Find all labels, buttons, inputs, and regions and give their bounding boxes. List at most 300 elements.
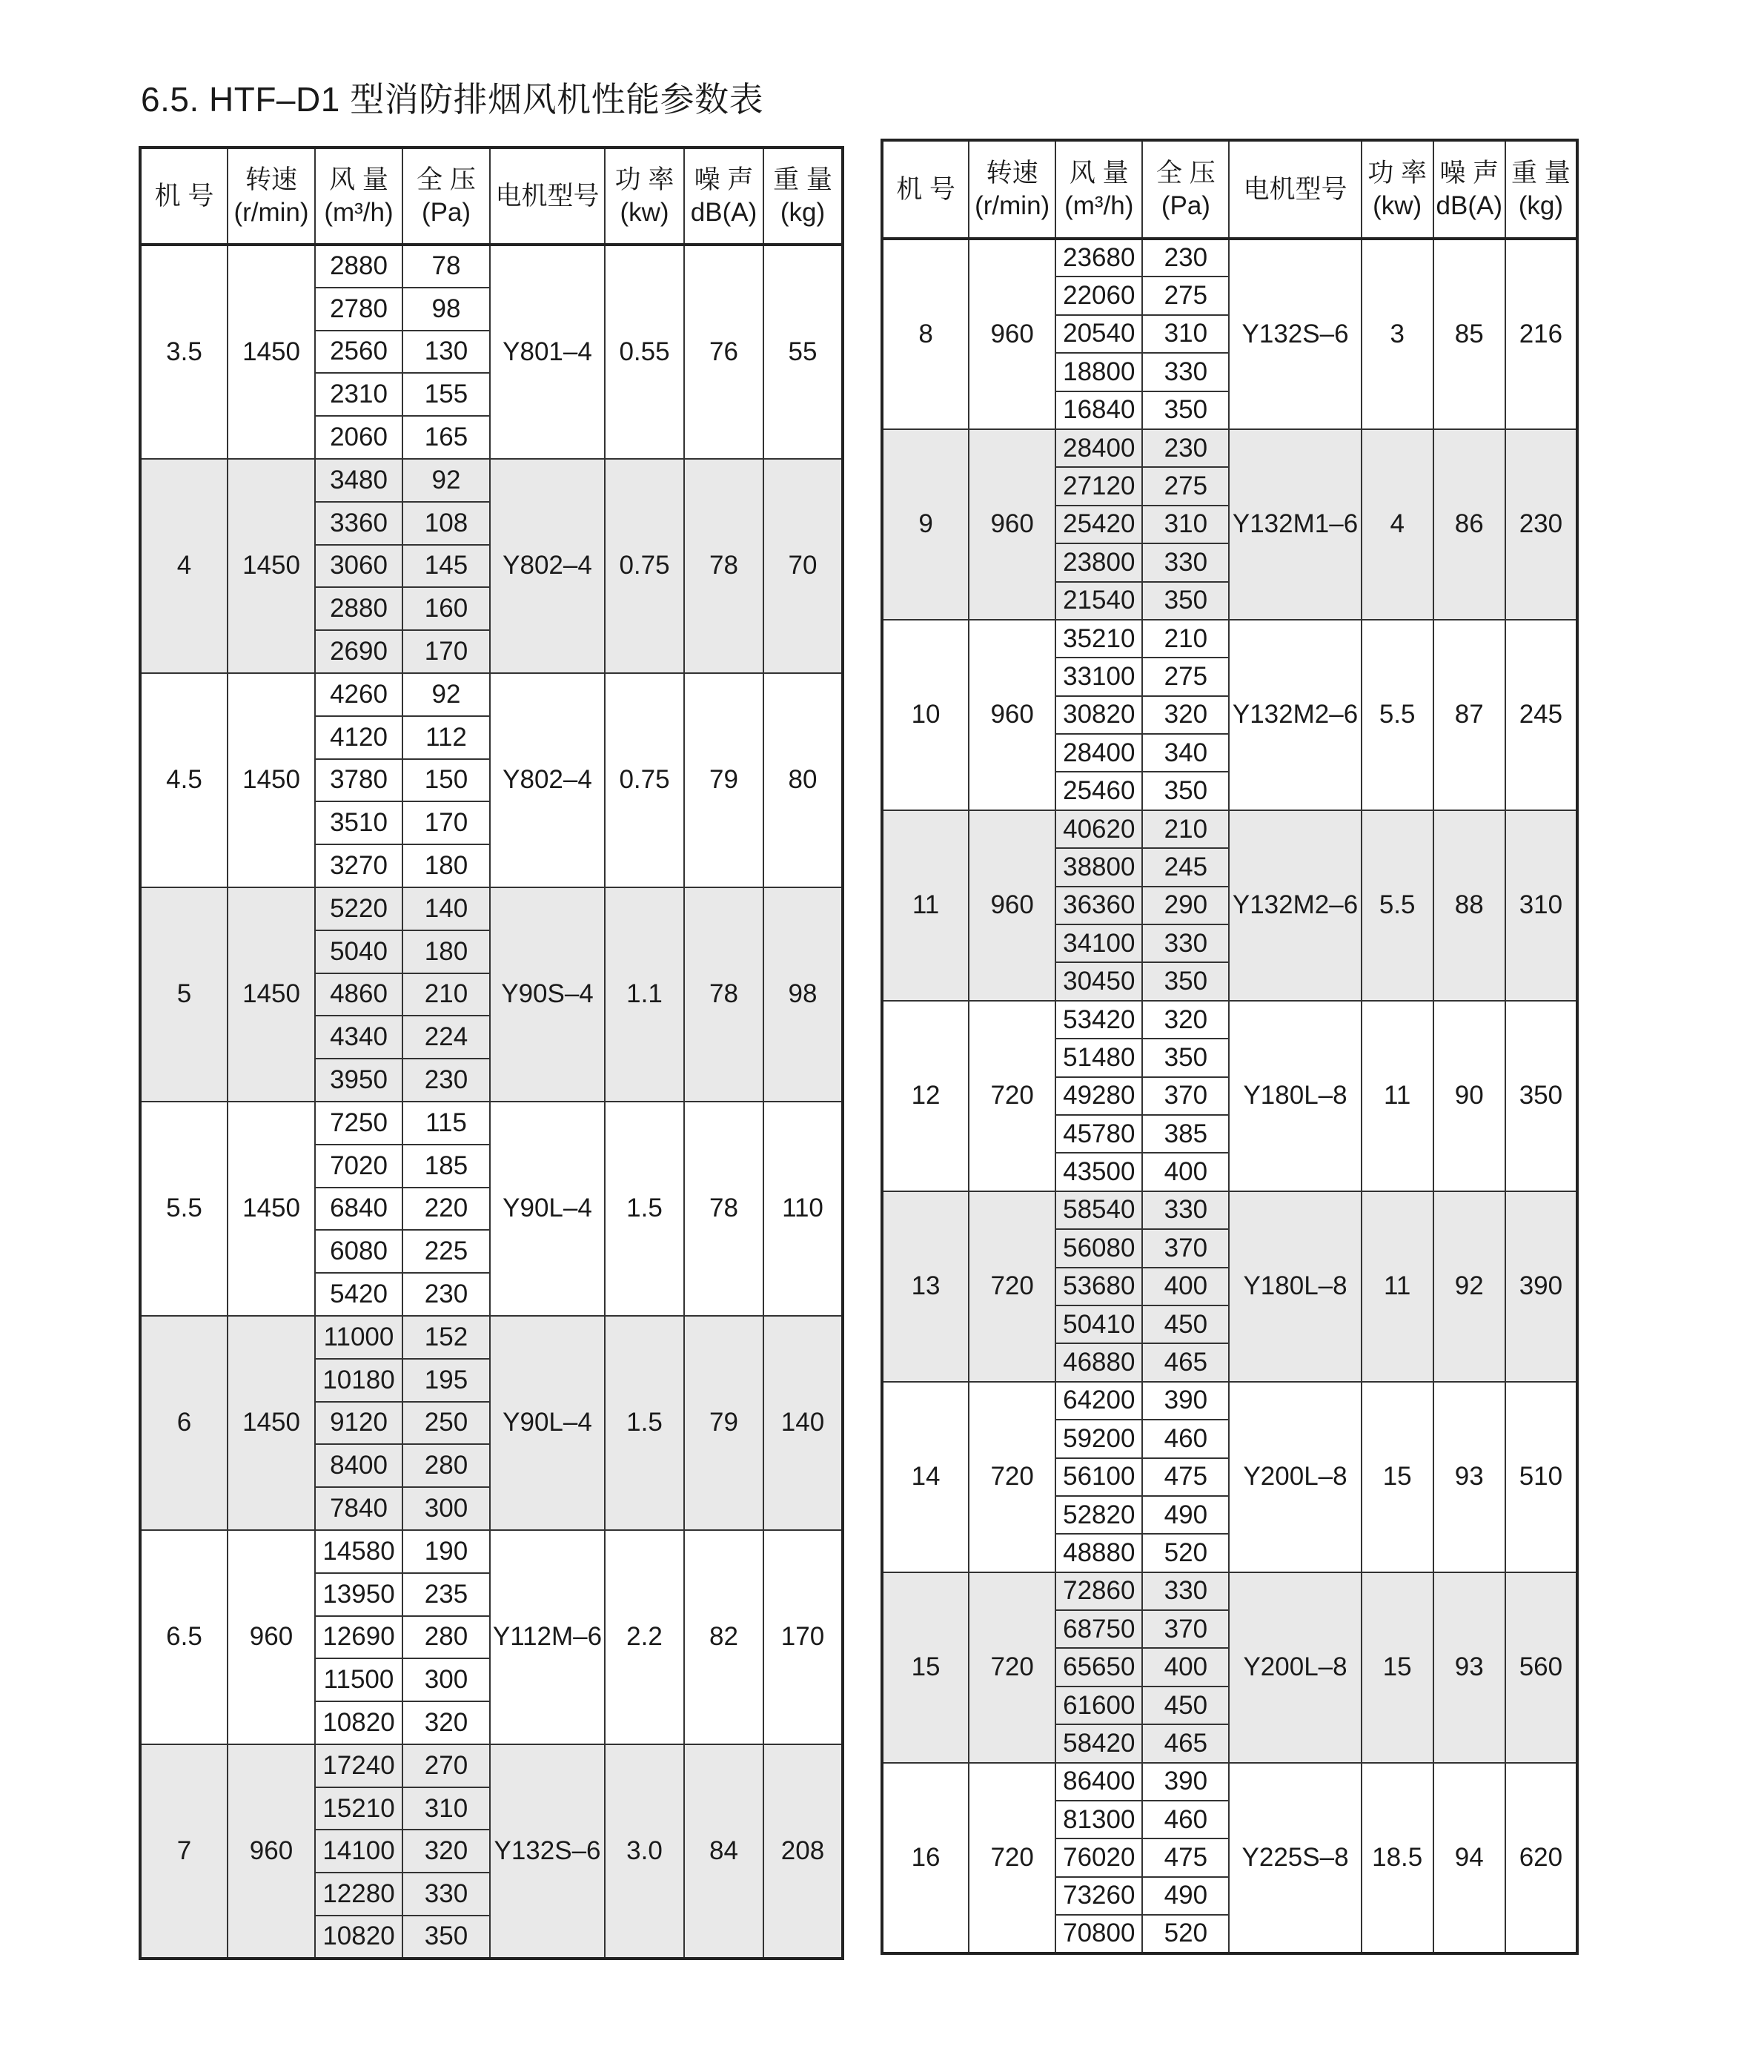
pressure-cell: 490	[1142, 1496, 1229, 1534]
airflow-cell: 23800	[1055, 543, 1142, 581]
pressure-cell: 275	[1142, 277, 1229, 314]
pressure-cell: 330	[1142, 1191, 1229, 1229]
pressure-cell: 195	[402, 1359, 490, 1402]
airflow-cell: 16840	[1055, 391, 1142, 429]
noise-cell: 82	[684, 1530, 763, 1744]
airflow-cell: 23680	[1055, 239, 1142, 277]
weight-cell: 230	[1505, 429, 1577, 620]
noise-cell: 93	[1433, 1572, 1505, 1763]
pressure-cell: 310	[402, 1787, 490, 1830]
fan-model-group	[882, 239, 1577, 429]
pressure-cell: 185	[402, 1145, 490, 1188]
pressure-cell: 92	[402, 459, 490, 502]
header-row	[882, 140, 1577, 239]
noise-cell: 78	[684, 459, 763, 673]
table-row	[140, 1530, 843, 1573]
pressure-cell: 230	[1142, 239, 1229, 277]
pressure-cell: 385	[1142, 1115, 1229, 1153]
pressure-cell: 320	[1142, 696, 1229, 734]
airflow-cell: 10820	[315, 1916, 402, 1959]
pressure-cell: 165	[402, 416, 490, 459]
pressure-cell: 150	[402, 759, 490, 802]
airflow-cell: 25420	[1055, 506, 1142, 543]
airflow-cell: 4260	[315, 673, 402, 716]
machine-no-cell: 14	[882, 1382, 969, 1572]
airflow-cell: 11000	[315, 1316, 402, 1359]
motor-model-cell: Y132M2–6	[1229, 620, 1361, 810]
pressure-cell: 140	[402, 887, 490, 930]
pressure-cell: 400	[1142, 1268, 1229, 1305]
speed-cell: 720	[969, 1191, 1055, 1382]
noise-cell: 78	[684, 887, 763, 1102]
motor-model-cell: Y132S–6	[1229, 239, 1361, 429]
speed-cell: 960	[969, 620, 1055, 810]
motor-model-cell: Y802–4	[490, 459, 605, 673]
header-noise: 噪 声 dB(A)	[684, 148, 763, 245]
pressure-cell: 350	[1142, 962, 1229, 1000]
airflow-cell: 40620	[1055, 810, 1142, 848]
airflow-cell: 61600	[1055, 1687, 1142, 1724]
fan-model-group	[140, 1102, 843, 1316]
noise-cell: 93	[1433, 1382, 1505, 1572]
motor-model-cell: Y90L–4	[490, 1102, 605, 1316]
airflow-cell: 22060	[1055, 277, 1142, 314]
airflow-cell: 43500	[1055, 1153, 1142, 1191]
pressure-cell: 155	[402, 373, 490, 416]
pressure-cell: 225	[402, 1230, 490, 1273]
weight-cell: 350	[1505, 1001, 1577, 1191]
pressure-cell: 370	[1142, 1229, 1229, 1267]
header-airflow: 风 量 (m³/h)	[1055, 140, 1142, 239]
table-row	[882, 429, 1577, 467]
pressure-cell: 460	[1142, 1801, 1229, 1838]
airflow-cell: 4120	[315, 716, 402, 759]
airflow-cell: 7250	[315, 1102, 402, 1145]
weight-cell: 620	[1505, 1763, 1577, 1953]
speed-cell: 960	[969, 239, 1055, 429]
machine-no-cell: 4.5	[140, 673, 228, 887]
pressure-cell: 145	[402, 545, 490, 588]
motor-model-cell: Y90S–4	[490, 887, 605, 1102]
pressure-cell: 370	[1142, 1077, 1229, 1115]
power-cell: 1.1	[605, 887, 684, 1102]
airflow-cell: 4340	[315, 1016, 402, 1059]
pressure-cell: 340	[1142, 734, 1229, 772]
noise-cell: 85	[1433, 239, 1505, 429]
pressure-cell: 230	[402, 1273, 490, 1316]
performance-table-right	[881, 139, 1579, 1955]
power-cell: 2.2	[605, 1530, 684, 1744]
pressure-cell: 370	[1142, 1610, 1229, 1648]
pressure-cell: 350	[402, 1916, 490, 1959]
airflow-cell: 28400	[1055, 734, 1142, 772]
table-row	[140, 1102, 843, 1145]
airflow-cell: 81300	[1055, 1801, 1142, 1838]
pressure-cell: 245	[1142, 848, 1229, 886]
noise-cell: 79	[684, 1316, 763, 1530]
fan-model-group	[140, 1744, 843, 1959]
airflow-cell: 8400	[315, 1444, 402, 1487]
pressure-cell: 320	[1142, 1001, 1229, 1039]
power-cell: 5.5	[1362, 810, 1433, 1001]
table-row	[882, 1191, 1577, 1229]
pressure-cell: 280	[402, 1444, 490, 1487]
airflow-cell: 3270	[315, 844, 402, 887]
speed-cell: 1450	[228, 245, 315, 459]
motor-model-cell: Y200L–8	[1229, 1572, 1361, 1763]
airflow-cell: 12280	[315, 1873, 402, 1916]
pressure-cell: 330	[1142, 543, 1229, 581]
airflow-cell: 2880	[315, 587, 402, 630]
airflow-cell: 28400	[1055, 429, 1142, 467]
airflow-cell: 38800	[1055, 848, 1142, 886]
airflow-cell: 53420	[1055, 1001, 1142, 1039]
airflow-cell: 76020	[1055, 1838, 1142, 1876]
power-cell: 11	[1362, 1191, 1433, 1382]
power-cell: 3	[1362, 239, 1433, 429]
airflow-cell: 11500	[315, 1658, 402, 1701]
weight-cell: 80	[763, 673, 843, 887]
pressure-cell: 390	[1142, 1382, 1229, 1420]
airflow-cell: 72860	[1055, 1572, 1142, 1610]
motor-model-cell: Y180L–8	[1229, 1001, 1361, 1191]
airflow-cell: 3780	[315, 759, 402, 802]
airflow-cell: 59200	[1055, 1420, 1142, 1457]
pressure-cell: 350	[1142, 391, 1229, 429]
airflow-cell: 2780	[315, 288, 402, 331]
motor-model-cell: Y200L–8	[1229, 1382, 1361, 1572]
noise-cell: 86	[1433, 429, 1505, 620]
pressure-cell: 160	[402, 587, 490, 630]
header-speed: 转速 (r/min)	[969, 140, 1055, 239]
pressure-cell: 400	[1142, 1153, 1229, 1191]
table-row	[882, 620, 1577, 658]
pressure-cell: 275	[1142, 467, 1229, 505]
header-pressure: 全 压 (Pa)	[402, 148, 490, 245]
airflow-cell: 9120	[315, 1402, 402, 1445]
airflow-cell: 30820	[1055, 696, 1142, 734]
airflow-cell: 14100	[315, 1830, 402, 1873]
pressure-cell: 92	[402, 673, 490, 716]
speed-cell: 960	[228, 1744, 315, 1959]
noise-cell: 90	[1433, 1001, 1505, 1191]
power-cell: 1.5	[605, 1102, 684, 1316]
weight-cell: 70	[763, 459, 843, 673]
airflow-cell: 73260	[1055, 1877, 1142, 1915]
fan-model-group	[882, 1001, 1577, 1191]
pressure-cell: 390	[1142, 1763, 1229, 1801]
pressure-cell: 310	[1142, 506, 1229, 543]
machine-no-cell: 6	[140, 1316, 228, 1530]
noise-cell: 94	[1433, 1763, 1505, 1953]
pressure-cell: 330	[1142, 924, 1229, 962]
table-row	[882, 1382, 1577, 1420]
airflow-cell: 10180	[315, 1359, 402, 1402]
fan-model-group	[882, 620, 1577, 810]
table-row	[140, 1316, 843, 1359]
noise-cell: 76	[684, 245, 763, 459]
airflow-cell: 21540	[1055, 582, 1142, 620]
airflow-cell: 65650	[1055, 1648, 1142, 1686]
fan-model-group	[882, 1191, 1577, 1382]
machine-no-cell: 7	[140, 1744, 228, 1959]
table-row	[140, 459, 843, 502]
header-pressure: 全 压 (Pa)	[1142, 140, 1229, 239]
speed-cell: 720	[969, 1382, 1055, 1572]
power-cell: 3.0	[605, 1744, 684, 1959]
noise-cell: 84	[684, 1744, 763, 1959]
airflow-cell: 14580	[315, 1530, 402, 1573]
machine-no-cell: 3.5	[140, 245, 228, 459]
machine-no-cell: 13	[882, 1191, 969, 1382]
airflow-cell: 56100	[1055, 1458, 1142, 1496]
pressure-cell: 190	[402, 1530, 490, 1573]
weight-cell: 110	[763, 1102, 843, 1316]
pressure-cell: 450	[1142, 1305, 1229, 1343]
pressure-cell: 78	[402, 245, 490, 288]
power-cell: 15	[1362, 1572, 1433, 1763]
speed-cell: 720	[969, 1572, 1055, 1763]
header-machine-no: 机 号	[882, 140, 969, 239]
weight-cell: 170	[763, 1530, 843, 1744]
pressure-cell: 300	[402, 1487, 490, 1530]
pressure-cell: 290	[1142, 887, 1229, 924]
weight-cell: 140	[763, 1316, 843, 1530]
header-machine-no: 机 号	[140, 148, 228, 245]
pressure-cell: 130	[402, 331, 490, 374]
fan-model-group	[140, 459, 843, 673]
fan-model-group	[140, 673, 843, 887]
machine-no-cell: 5	[140, 887, 228, 1102]
airflow-cell: 2060	[315, 416, 402, 459]
weight-cell: 216	[1505, 239, 1577, 429]
machine-no-cell: 16	[882, 1763, 969, 1953]
airflow-cell: 58420	[1055, 1724, 1142, 1762]
pressure-cell: 350	[1142, 582, 1229, 620]
header-airflow: 风 量 (m³/h)	[315, 148, 402, 245]
table-row	[882, 1763, 1577, 1801]
pressure-cell: 320	[402, 1830, 490, 1873]
airflow-cell: 46880	[1055, 1343, 1142, 1381]
pressure-cell: 230	[402, 1059, 490, 1102]
power-cell: 0.75	[605, 673, 684, 887]
airflow-cell: 7020	[315, 1145, 402, 1188]
pressure-cell: 170	[402, 801, 490, 844]
airflow-cell: 49280	[1055, 1077, 1142, 1115]
pressure-cell: 108	[402, 502, 490, 545]
airflow-cell: 35210	[1055, 620, 1142, 658]
fan-model-group	[882, 1572, 1577, 1763]
speed-cell: 960	[969, 810, 1055, 1001]
pressure-cell: 152	[402, 1316, 490, 1359]
airflow-cell: 13950	[315, 1573, 402, 1616]
pressure-cell: 235	[402, 1573, 490, 1616]
pressure-cell: 112	[402, 716, 490, 759]
pressure-cell: 350	[1142, 1039, 1229, 1076]
pressure-cell: 330	[402, 1873, 490, 1916]
pressure-cell: 465	[1142, 1724, 1229, 1762]
airflow-cell: 33100	[1055, 658, 1142, 695]
fan-model-group	[882, 429, 1577, 620]
pressure-cell: 400	[1142, 1648, 1229, 1686]
pressure-cell: 330	[1142, 353, 1229, 391]
header-weight: 重 量 (kg)	[763, 148, 843, 245]
airflow-cell: 58540	[1055, 1191, 1142, 1229]
pressure-cell: 170	[402, 630, 490, 673]
speed-cell: 720	[969, 1001, 1055, 1191]
speed-cell: 1450	[228, 673, 315, 887]
fan-model-group	[882, 810, 1577, 1001]
machine-no-cell: 11	[882, 810, 969, 1001]
pressure-cell: 320	[402, 1701, 490, 1744]
airflow-cell: 3360	[315, 502, 402, 545]
pressure-cell: 465	[1142, 1343, 1229, 1381]
fan-model-group	[140, 245, 843, 459]
airflow-cell: 6080	[315, 1230, 402, 1273]
pressure-cell: 220	[402, 1188, 490, 1231]
power-cell: 1.5	[605, 1316, 684, 1530]
power-cell: 18.5	[1362, 1763, 1433, 1953]
airflow-cell: 36360	[1055, 887, 1142, 924]
motor-model-cell: Y132M1–6	[1229, 429, 1361, 620]
weight-cell: 55	[763, 245, 843, 459]
weight-cell: 390	[1505, 1191, 1577, 1382]
noise-cell: 78	[684, 1102, 763, 1316]
table-row	[140, 245, 843, 288]
table-row	[882, 810, 1577, 848]
page-title: 6.5. HTF–D1 型消防排烟风机性能参数表	[141, 80, 764, 119]
header-row	[140, 148, 843, 245]
motor-model-cell: Y225S–8	[1229, 1763, 1361, 1953]
pressure-cell: 210	[1142, 810, 1229, 848]
header-motor-model: 电机型号	[1229, 140, 1361, 239]
airflow-cell: 51480	[1055, 1039, 1142, 1076]
machine-no-cell: 8	[882, 239, 969, 429]
header-speed: 转速 (r/min)	[228, 148, 315, 245]
pressure-cell: 275	[1142, 658, 1229, 695]
machine-no-cell: 4	[140, 459, 228, 673]
table-row	[140, 1744, 843, 1787]
speed-cell: 1450	[228, 1102, 315, 1316]
weight-cell: 560	[1505, 1572, 1577, 1763]
airflow-cell: 4860	[315, 973, 402, 1016]
table-row	[882, 1572, 1577, 1610]
pressure-cell: 475	[1142, 1458, 1229, 1496]
noise-cell: 87	[1433, 620, 1505, 810]
pressure-cell: 310	[1142, 315, 1229, 353]
noise-cell: 79	[684, 673, 763, 887]
airflow-cell: 86400	[1055, 1763, 1142, 1801]
airflow-cell: 18800	[1055, 353, 1142, 391]
pressure-cell: 224	[402, 1016, 490, 1059]
table-row	[882, 1001, 1577, 1039]
machine-no-cell: 5.5	[140, 1102, 228, 1316]
power-cell: 0.75	[605, 459, 684, 673]
weight-cell: 98	[763, 887, 843, 1102]
pressure-cell: 490	[1142, 1877, 1229, 1915]
power-cell: 11	[1362, 1001, 1433, 1191]
airflow-cell: 15210	[315, 1787, 402, 1830]
table-row	[140, 673, 843, 716]
fan-model-group	[882, 1382, 1577, 1572]
pressure-cell: 115	[402, 1102, 490, 1145]
airflow-cell: 56080	[1055, 1229, 1142, 1267]
header-weight: 重 量 (kg)	[1505, 140, 1577, 239]
airflow-cell: 10820	[315, 1701, 402, 1744]
airflow-cell: 2310	[315, 373, 402, 416]
power-cell: 15	[1362, 1382, 1433, 1572]
table-row	[140, 887, 843, 930]
airflow-cell: 48880	[1055, 1534, 1142, 1572]
machine-no-cell: 6.5	[140, 1530, 228, 1744]
machine-no-cell: 15	[882, 1572, 969, 1763]
pressure-cell: 250	[402, 1402, 490, 1445]
pressure-cell: 330	[1142, 1572, 1229, 1610]
speed-cell: 720	[969, 1763, 1055, 1953]
airflow-cell: 5220	[315, 887, 402, 930]
airflow-cell: 2880	[315, 245, 402, 288]
airflow-cell: 2560	[315, 331, 402, 374]
airflow-cell: 30450	[1055, 962, 1142, 1000]
fan-model-group	[140, 1530, 843, 1744]
weight-cell: 208	[763, 1744, 843, 1959]
noise-cell: 88	[1433, 810, 1505, 1001]
airflow-cell: 53680	[1055, 1268, 1142, 1305]
airflow-cell: 70800	[1055, 1915, 1142, 1953]
speed-cell: 1450	[228, 459, 315, 673]
motor-model-cell: Y90L–4	[490, 1316, 605, 1530]
weight-cell: 310	[1505, 810, 1577, 1001]
pressure-cell: 350	[1142, 772, 1229, 810]
airflow-cell: 25460	[1055, 772, 1142, 810]
airflow-cell: 27120	[1055, 467, 1142, 505]
fan-model-group	[882, 1763, 1577, 1953]
pressure-cell: 230	[1142, 429, 1229, 467]
motor-model-cell: Y802–4	[490, 673, 605, 887]
airflow-cell: 52820	[1055, 1496, 1142, 1534]
header-power: 功 率 (kw)	[605, 148, 684, 245]
header-motor-model: 电机型号	[490, 148, 605, 245]
power-cell: 0.55	[605, 245, 684, 459]
power-cell: 5.5	[1362, 620, 1433, 810]
noise-cell: 92	[1433, 1191, 1505, 1382]
motor-model-cell: Y112M–6	[490, 1530, 605, 1744]
performance-table-left	[139, 146, 844, 1960]
airflow-cell: 64200	[1055, 1382, 1142, 1420]
motor-model-cell: Y180L–8	[1229, 1191, 1361, 1382]
speed-cell: 1450	[228, 887, 315, 1102]
pressure-cell: 180	[402, 844, 490, 887]
airflow-cell: 3510	[315, 801, 402, 844]
pressure-cell: 460	[1142, 1420, 1229, 1457]
header-power: 功 率 (kw)	[1362, 140, 1433, 239]
power-cell: 4	[1362, 429, 1433, 620]
pressure-cell: 520	[1142, 1534, 1229, 1572]
airflow-cell: 3060	[315, 545, 402, 588]
airflow-cell: 20540	[1055, 315, 1142, 353]
pressure-cell: 475	[1142, 1838, 1229, 1876]
fan-model-group	[140, 887, 843, 1102]
airflow-cell: 45780	[1055, 1115, 1142, 1153]
pressure-cell: 300	[402, 1658, 490, 1701]
weight-cell: 510	[1505, 1382, 1577, 1572]
airflow-cell: 34100	[1055, 924, 1142, 962]
airflow-cell: 3950	[315, 1059, 402, 1102]
pressure-cell: 450	[1142, 1687, 1229, 1724]
airflow-cell: 50410	[1055, 1305, 1142, 1343]
pressure-cell: 520	[1142, 1915, 1229, 1953]
machine-no-cell: 10	[882, 620, 969, 810]
